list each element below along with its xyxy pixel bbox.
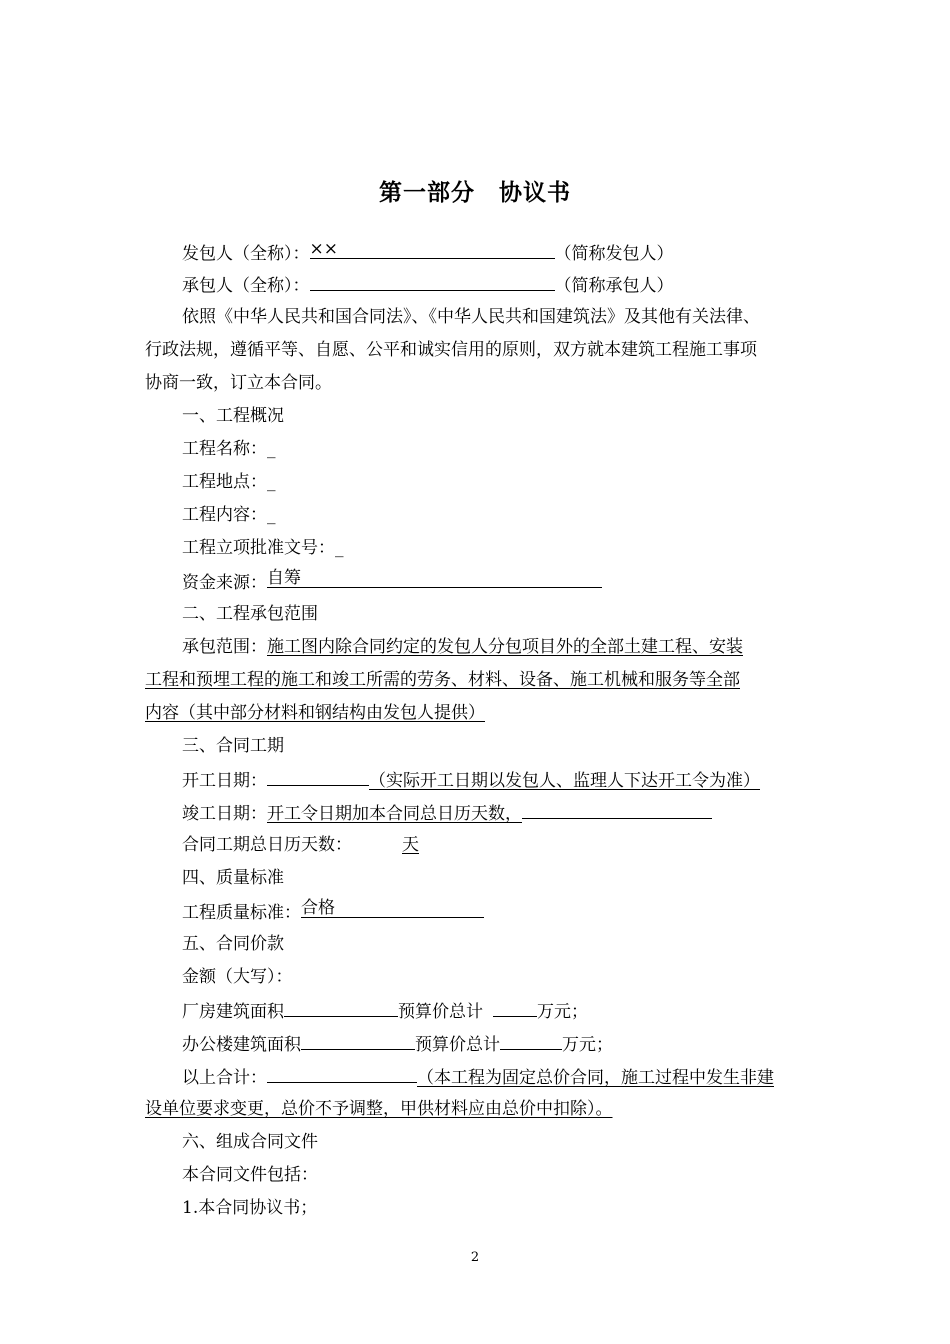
scope-line-3: 内容（其中部分材料和钢结构由发包人提供）: [145, 703, 485, 723]
total-price-line-1: 以上合计： （本工程为固定总价合同，施工过程中发生非建: [182, 1064, 810, 1090]
title-part: 第一部分: [379, 179, 475, 206]
scope-line-2: 工程和预埋工程的施工和竣工所需的劳务、材料、设备、施工机械和服务等全部: [145, 670, 740, 690]
factory-price: 厂房建筑面积 预算价总计 万元；: [182, 998, 810, 1024]
employer-field: ××: [310, 240, 555, 259]
total-days: 合同工期总日历天数： 天: [182, 835, 419, 855]
project-location: 工程地点：_: [182, 472, 276, 492]
funding-source: 资金来源： 自筹: [182, 569, 810, 595]
contractor-line: 承包人（全称）： （简称承包人）: [182, 272, 810, 298]
preamble-line-3: 协商一致，订立本合同。: [145, 373, 332, 393]
section-5-heading: 五、合同价款: [182, 934, 284, 954]
page-number: 2: [470, 1250, 480, 1265]
section-4-heading: 四、质量标准: [182, 868, 284, 888]
preamble-line-1: 依照《中华人民共和国合同法》、《中华人民共和国建筑法》及其他有关法律、: [182, 307, 760, 327]
contractor-field: [310, 272, 555, 291]
employer-line: 发包人（全称）： ×× （简称发包人）: [182, 239, 674, 264]
office-price: 办公楼建筑面积 预算价总计 万元；: [182, 1031, 810, 1057]
quality-standard: 工程质量标准： 合格: [182, 899, 810, 925]
project-content: 工程内容：_: [182, 505, 276, 525]
contract-doc-item-1: 1.本合同协议书；: [182, 1198, 318, 1218]
preamble-line-2: 行政法规，遵循平等、自愿、公平和诚实信用的原则，双方就本建筑工程施工事项: [145, 340, 757, 360]
project-approval-number: 工程立项批准文号：_: [182, 538, 344, 558]
section-1-heading: 一、工程概况: [182, 406, 284, 426]
total-price-line-2: 设单位要求变更，总价不予调整，甲供材料应由总价中扣除）。: [145, 1099, 613, 1119]
project-name: 工程名称：_: [182, 439, 276, 459]
title-name: 协议书: [499, 179, 571, 206]
start-date: 开工日期： （实际开工日期以发包人、监理人下达开工令为准）: [182, 767, 810, 793]
scope-line-1: 承包范围：施工图内除合同约定的发包人分包项目外的全部土建工程、安装: [182, 637, 743, 657]
section-6-heading: 六、组成合同文件: [182, 1132, 318, 1152]
contract-docs-intro: 本合同文件包括：: [182, 1165, 318, 1185]
section-2-heading: 二、工程承包范围: [182, 604, 318, 624]
page-title: [0, 174, 950, 207]
finish-date: 竣工日期：开工令日期加本合同总日历天数，: [182, 800, 810, 826]
amount-in-words: 金额（大写）：: [182, 967, 293, 987]
section-3-heading: 三、合同工期: [182, 736, 284, 756]
